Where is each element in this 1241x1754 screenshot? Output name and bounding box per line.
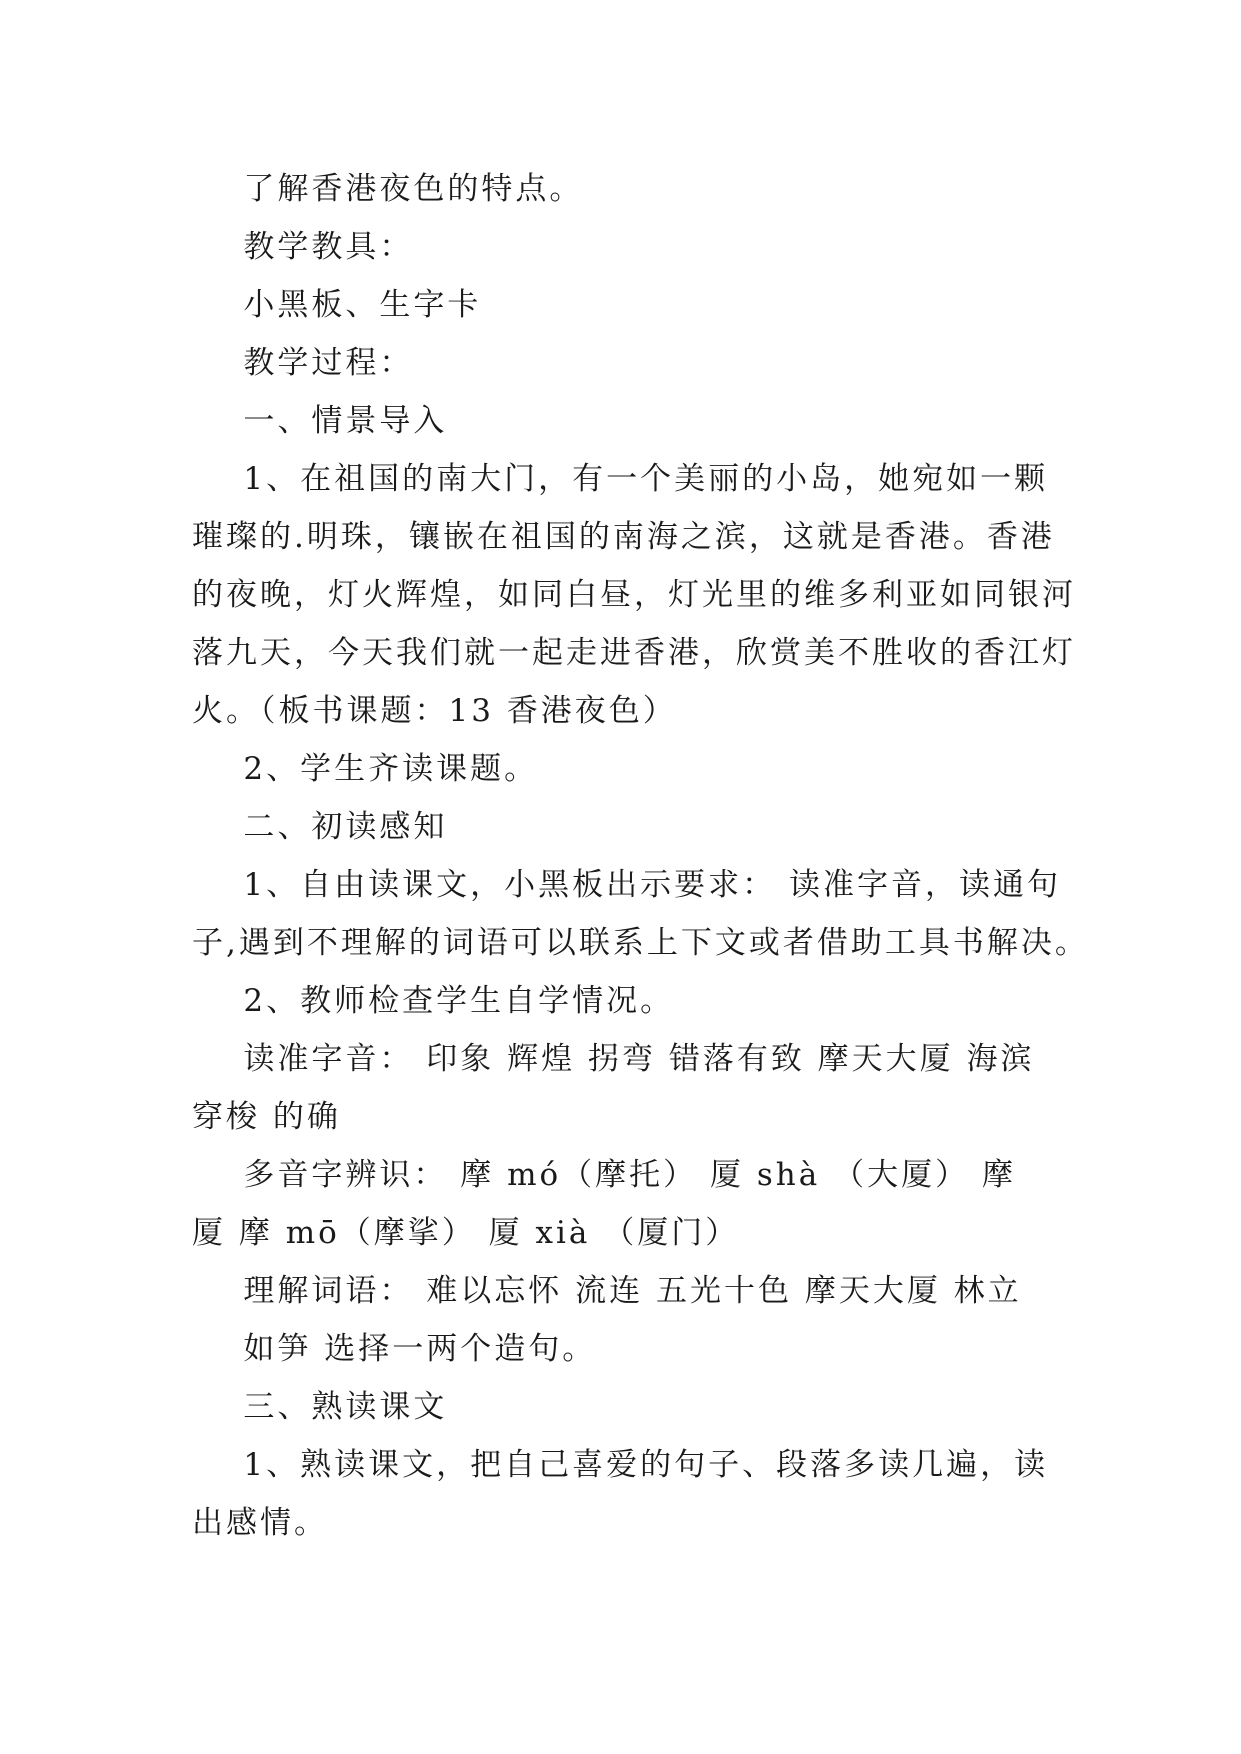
section-heading: 一、情景导入 bbox=[192, 403, 448, 439]
text-line: 如笋 选择一两个造句。 bbox=[192, 1331, 597, 1367]
text-line: 了解香港夜色的特点。 bbox=[192, 171, 584, 207]
text-line: 厦 摩 mō（摩挲） 厦 xià （厦门） bbox=[192, 1215, 740, 1251]
text-line: 教学过程： bbox=[192, 345, 414, 381]
text-line: 1、自由读课文，小黑板出示要求： 读准字音，读通句 bbox=[192, 867, 1061, 903]
text-line: 2、教师检查学生自学情况。 bbox=[192, 983, 675, 1019]
text-line: 2、学生齐读课题。 bbox=[192, 751, 539, 787]
section-heading: 三、熟读课文 bbox=[192, 1389, 448, 1425]
text-line: 教学教具： bbox=[192, 229, 414, 265]
text-line: 子,遇到不理解的词语可以联系上下文或者借助工具书解决。 bbox=[192, 925, 1089, 961]
text-line: 小黑板、生字卡 bbox=[192, 287, 482, 323]
text-line: 穿梭 的确 bbox=[192, 1099, 341, 1135]
text-line: 1、熟读课文，把自己喜爱的句子、段落多读几遍，读 bbox=[192, 1447, 1049, 1483]
text-line: 的夜晚，灯火辉煌，如同白昼，灯光里的维多利亚如同银河 bbox=[192, 577, 1076, 613]
text-line: 落九天，今天我们就一起走进香港，欣赏美不胜收的香江灯 bbox=[192, 635, 1076, 671]
document-body bbox=[192, 160, 1089, 1552]
text-line: 多音字辨识： 摩 mó（摩托） 厦 shà （大厦） 摩 bbox=[192, 1157, 1016, 1193]
section-heading: 二、初读感知 bbox=[192, 809, 448, 845]
text-line: 读准字音： 印象 辉煌 拐弯 错落有致 摩天大厦 海滨 bbox=[192, 1041, 1035, 1077]
text-line: 璀璨的.明珠，镶嵌在祖国的南海之滨，这就是香港。香港 bbox=[192, 519, 1055, 555]
text-line: 火。（板书课题：13 香港夜色） bbox=[192, 693, 677, 729]
text-line: 1、在祖国的南大门，有一个美丽的小岛，她宛如一颗 bbox=[192, 461, 1049, 497]
text-line: 理解词语： 难以忘怀 流连 五光十色 摩天大厦 林立 bbox=[192, 1273, 1022, 1309]
text-line: 出感情。 bbox=[192, 1505, 328, 1541]
